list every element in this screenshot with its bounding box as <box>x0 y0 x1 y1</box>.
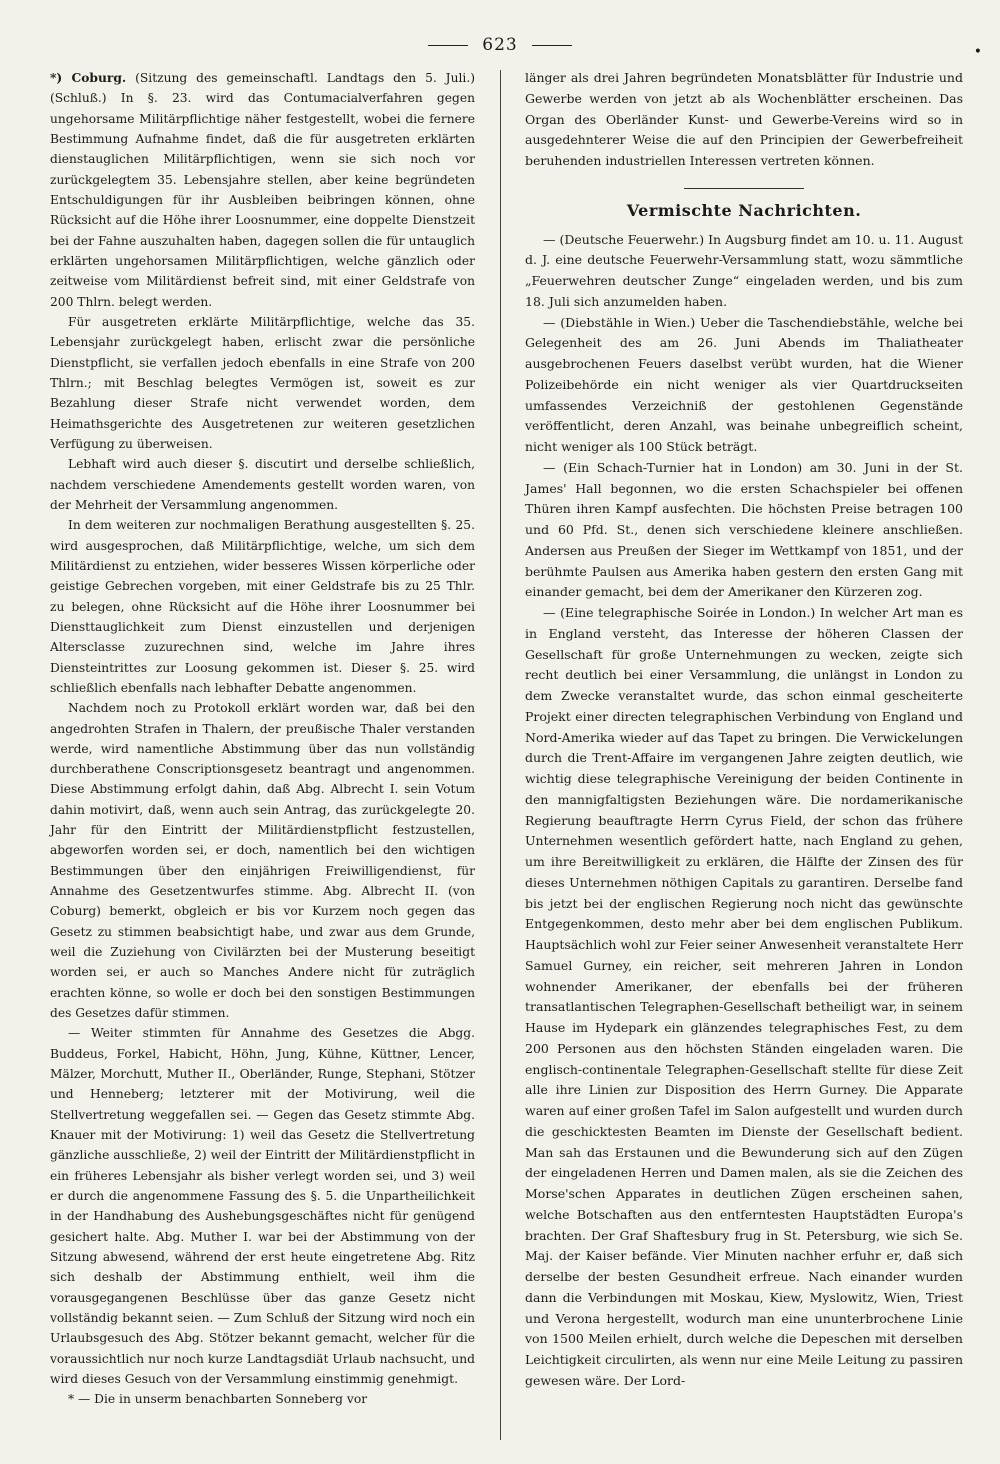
left-column <box>50 68 475 1410</box>
news-item: — (Eine telegraphische Soirée in London.) In welcher Art man es in England versteht, das Interesse der höheren Classen der Gesellschaft für große Unternehmungen zu wecken, zeigte sich recht deutlich bei einer Versammlung, die unlängst in London zu dem Zwecke veranstaltet wurde, das schon einmal gescheiterte Projekt einer directen telegraphischen Verbindung von England und Nord-Amerika wieder auf das Tapet zu bringen. Die Verwickelungen durch die Trent-Affaire im vergangenen Jahre zeigten deutlich, wie wichtig diese telegraphische Vereinigung der beiden Continente in den mannigfaltigsten Beziehungen wäre. Die nordamerikanische Regierung beauftragte Herrn Cyrus Field, der schon das frühere Unternehmen wesentlich gefördert hatte, nach England zu gehen, um ihre Bereitwilligkeit zu erklären, die Hälfte der Zinsen des für dieses Unternehmen nöthigen Capitals zu garantiren. Derselbe fand bis jetzt bei der englischen Regierung noch nicht das gewünschte Entgegenkommen, desto mehr aber bei dem englischen Publikum. Hauptsächlich wohl zur Feier seiner Anwesenheit veranstaltete Herr Samuel Gurney, ein reicher, seit mehreren Jahren in London wohnender Amerikaner, der ebenfalls bei der früheren transatlantischen Telegraphen-Gesellschaft betheiligt war, in seinem Hause im Hydepark ein glänzendes telegraphisches Fest, zu dem 200 Personen aus den höchsten Ständen eingeladen waren. Die englisch-continentale Telegraphen-Gesellschaft stellte für diese Zeit alle ihre Linien zur Disposition des Herrn Gurney. Die Apparate waren auf einer großen Tafel im Salon aufgestellt und wurden durch die geschicktesten Beamten im Dienste der Gesellschaft bedient. Man sah das Erstaunen und die Bewunderung sich auf den Zügen der eingeladenen Herren und Damen malen, als sie die Zeichen des Morse'schen Apparates in deutlichen Zügen erscheinen sahen, welche Botschaften aus den entferntesten Hauptstädten Europa's brachten. Der Graf Shaftesbury frug in St. Petersburg, wie sich Se. Maj. der Kaiser befände. Vier Minuten nachher erfuhr er, daß sich derselbe der besten Gesundheit erfreue. Nach einander wurden dann die Verbindungen mit Moskau, Kiew, Myslowitz, Wien, Triest und Verona hergestellt, wodurch man eine ununterbrochene Linie von 1500 Meilen erhielt, durch welche die Depeschen mit derselben Leichtigkeit circulirten, als wenn nur eine Meile Leitung zu passiren gewesen wäre. Der Lord- <box>525 605 963 1388</box>
news-item: — (Diebstähle in Wien.) Ueber die Taschendiebstähle, welche bei Gelegenheit des am 26. Juni Abends im Thaliatheater ausgebrochenen Feuers daselbst verübt wurden, hat die Wiener Polizeibehörde ein nicht weniger als vier Quartdruckseiten umfassendes Verzeichniß der gestohlenen Gegenstände veröffentlicht, deren Anzahl, was beinahe unbegreiflich scheint, nicht weniger als 100 Stück beträgt. <box>525 314 963 454</box>
paragraph: Lebhaft wird auch dieser §. discutirt und derselbe schließlich, nachdem verschiedene Amendements gestellt worden waren, von der Mehrheit der Versammlung angenommen. <box>50 457 475 512</box>
paragraph-lead: *) Coburg. <box>50 70 127 85</box>
news-item: — (Deutsche Feuerwehr.) In Augsburg findet am 10. u. 11. August d. J. eine deutsche Feuerwehr-Versammlung statt, wozu sämmtliche „Feuerwehren deutscher Zunge“ eingeladen werden, und bis zum 18. Juli sich anzumelden haben. <box>525 231 963 309</box>
news-item: — (Ein Schach-Turnier hat in London) am 30. Juni in der St. James' Hall begonnen, wo die ersten Schachspieler bei offenen Thüren ihren Kampf ausfechten. Die höchsten Preise betragen 100 und 60 Pfd. St., denen sich verschiedene kleinere anschließen. Andersen aus Preußen der Sieger im Wettkampf von 1851, und der berühmte Paulsen aus Amerika haben gestern den ersten Gang mit einander gemacht, bei dem der Amerikaner den Kürzeren zog. <box>525 459 963 600</box>
header-rule-right <box>532 45 572 46</box>
section-heading: Vermischte Nachrichten. <box>626 200 862 220</box>
paragraph: Nachdem noch zu Protokoll erklärt worden war, daß bei den angedrohten Strafen in Thalern, der preußische Thaler verstanden werde, wird namentliche Abstimmung über das nun vollständig durchberathene Conscriptionsgesetz beantragt und angenommen. Diese Abstimmung erfolgt dahin, daß Abg. Albrecht I. sein Votum dahin motivirt, daß, wenn auch sein Antrag, das zurückgelegte 20. Jahr für den Eintritt der Militärdienstpflicht festzustellen, abgeworfen worden sei, er doch, namentlich bei den wichtigen Bestimmungen über den einjährigen Freiwilligendienst, für Annahme des Gesetzentwurfes stimme. Abg. Albrecht II. (von Coburg) bemerkt, obgleich er bis vor Kurzem noch gegen das Gesetz zu stimmen beabsichtigt habe, und zwar aus dem Grunde, weil die Zuziehung von Civilärzten bei der Musterung beseitigt worden sei, er auch so Manches Andere nicht für zuträglich erachten könne, so wolle er doch bei den sonstigen Bestimmungen des Gesetzes dafür stimmen. <box>50 701 475 1021</box>
right-column <box>525 68 963 1392</box>
paragraph: In dem weiteren zur nochmaligen Berathung ausgestellten §. 25. wird ausgesprochen, daß Militärpflichtige, welche, um sich dem Militärdienst zu entziehen, wider besseres Wissen körperliche oder geistige Gebrechen vorgeben, mit einer Geldstrafe bis zu 25 Thlr. zu belegen, ohne Rücksicht auf die Höhe ihrer Loosnummer bei Diensttauglichkeit zum Dienst einzustellen und derjenigen Altersclasse zuzurechnen sind, welche im Jahre ihres Diensteintrittes zur Loosung gekommen ist. Dieser §. 25. wird schließlich ebenfalls nach lebhafter Debatte angenommen. <box>50 518 475 695</box>
paragraph-sonneberg: * — Die in unserm benachbarten Sonneberg vor <box>68 1392 368 1407</box>
section-separator <box>684 188 804 189</box>
paragraph-continued: länger als drei Jahren begründeten Monatsblätter für Industrie und Gewerbe werden von jetzt ab als Wochenblätter erscheinen. Das Organ des Oberländer Kunst- und Gewerbe-Vereins wird so in ausgedehnterer Weise die auf den Principien der Gewerbefreiheit beruhenden industriellen Interessen vertreten können. <box>525 70 963 168</box>
margin-mark: • <box>973 44 982 60</box>
page-number: 623 <box>482 35 518 55</box>
paragraph-coburg <box>50 68 475 312</box>
paragraph: — Weiter stimmten für Annahme des Gesetzes die Abgg. Buddeus, Forkel, Habicht, Höhn, Jung, Kühne, Küttner, Lencer, Mälzer, Morchutt, Muther II., Oberländer, Runge, Stephani, Stötzer und Henneberg; letzterer mit der Motivirung, weil die Stellvertretung weggefallen sei. — Gegen das Gesetz stimmte Abg. Knauer mit der Motivirung: 1) weil das Gesetz die Stellvertretung gänzliche ausschließe, 2) weil der Eintritt der Militärdienstpflicht in ein früheres Lebensjahr als bisher verlegt worden sei, und 3) weil er durch die angenommene Fassung des §. 5. die Unpartheilichkeit in der Handhabung des Aushebungsgeschäftes nicht für genügend gesichert halte. Abg. Muther I. war bei der Abstimmung von der Sitzung abwesend, während der erst heute eingetretene Abg. Ritz sich deshalb der Abstimmung enthielt, weil ihm die vorausgegangenen Beschlüsse über das ganze Gesetz nicht vollständig bekannt seien. — Zum Schluß der Sitzung wird noch ein Urlaubsgesuch des Abg. Stötzer bekannt gemacht, welcher für die voraussichtlich nur noch kurze Landtagsdiät Urlaub nachsucht, und wird dieses Gesuch von der Versammlung einstimmig genehmigt. <box>50 1026 475 1386</box>
paragraph-text: (Sitzung des gemeinschaftl. Landtags den 5. Juli.) (Schluß.) In §. 23. wird das Contumacialverfahren gegen ungehorsame Militärpflichtige näher festgestellt, wobei die fernere Bestimmung Aufnahme findet, daß die für ausgetreten erklärten dienstauglichen Militärpflichtigen, wenn sie sich noch vor zurückgelegtem 35. Lebensjahre stellen, aber keine begründeten Entschuldigungen für ihr Ausbleiben beibringen können, ohne Rücksicht auf die Höhe ihrer Loosnummer, eine doppelte Dienstzeit bei der Fahne auszuhalten haben, dagegen sollen die für untauglich erklärten ungehorsamen Militärpflichtigen, welche gänzlich oder zeitweise vom Militärdienst befreit sind, mit einer Geldstrafe von 200 Thlrn. belegt werden. <box>50 71 475 309</box>
header-rule-left <box>428 45 468 46</box>
paragraph: Für ausgetreten erklärte Militärpflichtige, welche das 35. Lebensjahr zurückgelegt haben, erlischt zwar die persönliche Dienstpflicht, sie verfallen jedoch ebenfalls in eine Strafe von 200 Thlrn.; mit Beschlag belegtes Vermögen ist, soweit es zur Bezahlung dieser Strafe nicht verwendet worden, dem Heimathsgerichte des Ausgetretenen zur weiteren gesetzlichen Verfügung zu überweisen. <box>50 314 475 451</box>
page-header <box>0 30 1000 60</box>
column-divider <box>500 70 501 1440</box>
